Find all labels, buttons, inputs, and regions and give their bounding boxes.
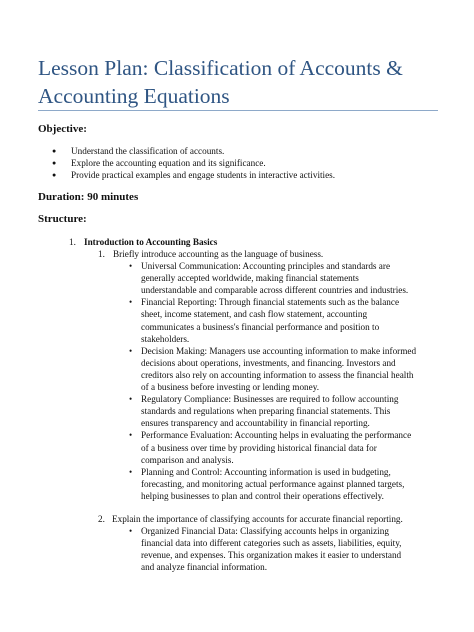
bullet-text-line: forecasting, and monitoring actual performance against planned targets,	[141, 478, 405, 489]
bullet-text-line: ensures transparency and accountability in financial reporting.	[141, 418, 370, 429]
bullet-text-line: Universal Communication: Accounting principles and standards are	[141, 261, 391, 271]
bullet-text-line: creditors also rely on accounting information to assess the financial health	[141, 369, 414, 380]
bullet-text-line: sheet, income statement, and cash flow statement, accounting	[141, 309, 368, 320]
bullet-text-line: Regulatory Compliance: Businesses are required to follow accounting	[141, 394, 399, 405]
bullet-text-line: of a business before investing or lending money.	[141, 382, 320, 392]
section-title: Introduction to Accounting Basics	[84, 237, 218, 247]
bullet-marker: •	[129, 394, 133, 405]
objective-list	[38, 145, 335, 181]
bullet-text-line: revenue, and expenses. This organization makes it easier to understand	[141, 550, 402, 561]
bullet-marker: •	[129, 261, 133, 271]
bullet-text-line: financial data into different categories such as assets, liabilities, equity,	[141, 538, 402, 549]
structure-heading: Structure:	[38, 213, 87, 225]
bullet-text-line: comparison and analysis.	[141, 454, 234, 465]
step-text: Explain the importance of classifying accounts for accurate financial reporting.	[112, 514, 403, 524]
bullet-text-line: Decision Making: Managers use accounting information to make informed	[141, 345, 417, 356]
duration-heading: Duration: 90 minutes	[38, 191, 139, 203]
bullet-marker: •	[129, 526, 133, 536]
bullet-text-line: of a business over time by providing historical financial data for	[141, 442, 377, 453]
page-title: Lesson Plan: Classification of Accounts & Accounting Equations	[38, 56, 403, 108]
list-item: ● Understand the classification of accounts.	[38, 145, 335, 157]
bullet-text-line: stakeholders.	[141, 333, 190, 344]
bullet-marker: •	[129, 345, 133, 356]
step-number: 1.	[98, 249, 105, 259]
bullet-text-line: understandable and comparable across different countries and industries.	[141, 285, 409, 296]
objective-heading: Objective:	[38, 123, 87, 135]
bullet-marker: •	[129, 466, 133, 477]
bullet-marker: •	[129, 297, 133, 308]
bullet-text-line: generally accepted worldwide, making financial statements	[141, 273, 359, 284]
section-number: 1.	[69, 237, 76, 247]
bullet-text-line: Financial Reporting: Through financial statements such as the balance	[141, 297, 400, 308]
bullet-text-line: decisions about operations, investments, and financing. Investors and	[141, 357, 396, 368]
bullet-text-line: and analyze financial information.	[141, 562, 268, 573]
list-item: ● Provide practical examples and engage students in interactive activities.	[38, 169, 335, 181]
bullet-text-line: standards and regulations when preparing financial statements. This	[141, 406, 391, 417]
bullet-marker: •	[129, 430, 133, 441]
bullet-text-line: Planning and Control: Accounting information is used in budgeting,	[141, 466, 391, 477]
step-text: Briefly introduce accounting as the language of business.	[113, 249, 324, 259]
list-item: ● Explore the accounting equation and its significance.	[38, 157, 335, 169]
bullet-text-line: Organized Financial Data: Classifying accounts helps in organizing	[141, 526, 389, 536]
section-number: 2.	[98, 514, 105, 524]
bullet-text-line: communicates a business's financial performance and position to	[141, 321, 380, 332]
bullet-text-line: Performance Evaluation: Accounting helps in evaluating the performance	[141, 430, 412, 441]
title-divider	[38, 110, 438, 111]
bullet-text-line: helping businesses to plan and control their operations effectively.	[141, 490, 384, 501]
